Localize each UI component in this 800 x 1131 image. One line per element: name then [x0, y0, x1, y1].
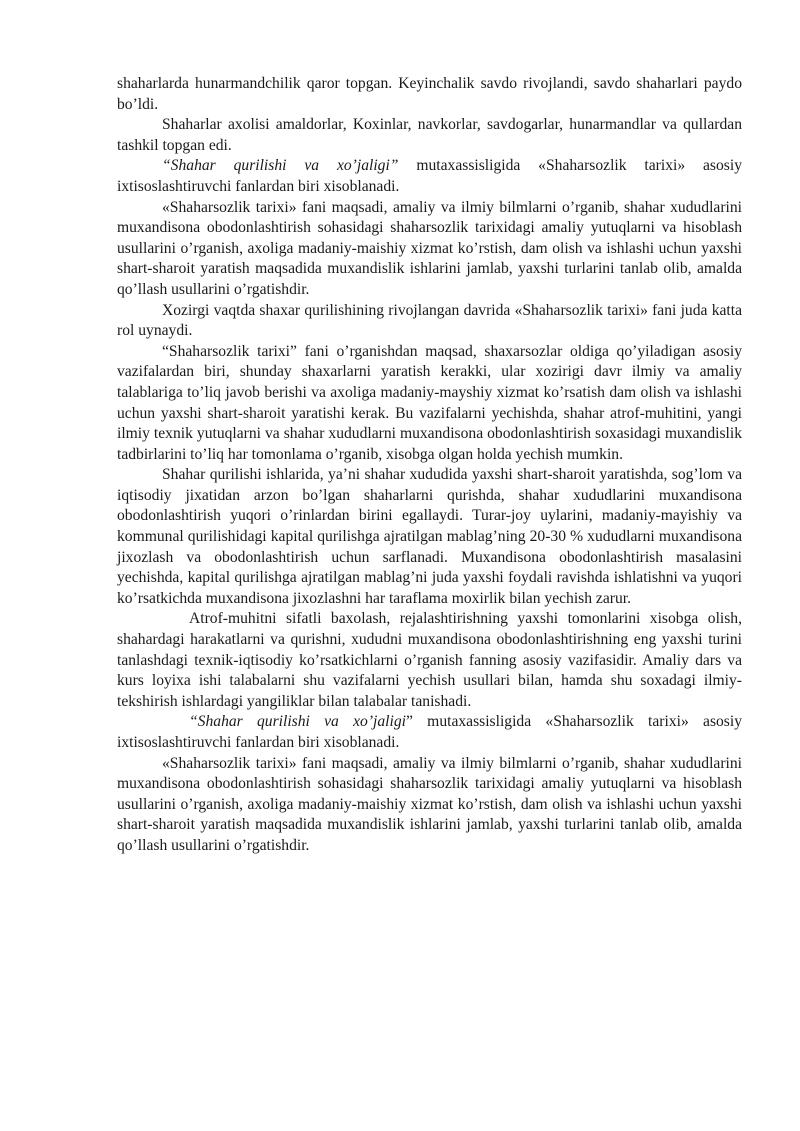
paragraph-3	[117, 156, 742, 197]
document-page	[117, 74, 742, 857]
specialty-name-italic-2: “Shahar qurilishi va xo’jaligi	[189, 713, 406, 731]
specialty-name-italic: “Shahar qurilishi va xo’jaligi”	[162, 157, 399, 175]
paragraph-9	[117, 712, 742, 753]
paragraph-7: Shahar qurilishi ishlarida, ya’ni shahar xududida yaxshi shart-sharoit yaratishda, sog’lom va iqtisodiy jixatidan arzon bo’lgan shaharlarni qurishda, shahar xududlarini muxandisona obodonlashtirish yuqori o’rinlardan birini egallaydi. Turar-joy uylarini, madaniy-mayishiy va kommunal qurilishidagi kapital qurilishga ajratilgan mablag’ning 20-30 % xududlarni muxandisona jixozlash va obodonlashtirish uchun sarflanadi. Muxandisona obodonlashtirish masalasini yechishda, kapital qurilishga ajratilgan mablag’ni juda yaxshi foydali ravishda ishlatishni va yuqori ko’rsatkichda muxandisona jixozlashni har taraflama moxirlik bilan yechish zarur.	[117, 466, 742, 607]
paragraph-3-text: mutaxassisligida «Shaharsozlik tarixi» asosiy ixtisoslashtiruvchi fanlardan biri xisoblanadi.	[117, 157, 742, 195]
paragraph-9-text: ” mutaxassisligida «Shaharsozlik tarixi» asosiy ixtisoslashtiruvchi fanlardan biri xisoblanadi.	[117, 713, 743, 751]
paragraph-6: “Shaharsozlik tarixi” fani o’rganishdan maqsad, shaxarsozlar oldiga qo’yiladigan asosiy vazifalardan biri, shunday shaxarlarni yaratish kerakki, ular xozirigi davr ilmiy va amaliy talablariga to’liq javob berishi va axoliga madaniy-mayshiy xizmat ko’rsatish dam olish va ishlashi uchun yaxshi shart-sharoit yaratishi kerak. Bu vazifalarni yechishda, shahar atrof-muhitini, yangi ilmiy texnik yutuqlarni va shahar xududlarni muxandisona obodonlashtirish soxasidagi muxandislik tadbirlarini to’liq har tomonlama o’rganib, xisobga olgan holda yechish mumkin.	[117, 342, 742, 463]
paragraph-2: Shaharlar axolisi amaldorlar, Koxinlar, navkorlar, savdogarlar, hunarmandlar va qullardan tashkil topgan edi.	[117, 116, 742, 154]
paragraph-4: «Shaharsozlik tarixi» fani maqsadi, amaliy va ilmiy bilmlarni o’rganib, shahar xududlarini muxandisona obodonlashtirish sohasidagi shaharsozlik tarixidagi amaliy yutuqlarni va hisoblash usullarini o’rganish, axoliga madaniy-maishiy xizmat ko’rstish, dam olish va ishlashi uchun yaxshi shart-sharoit yaratish maqsadida muxandislik ishlarini jamlab, yaxshi turlarini tanlab olib, amalda qo’llash usullarini o’rgatishdir.	[117, 198, 742, 298]
paragraph-1: shaharlarda hunarmandchilik qaror topgan. Keyinchalik savdo rivojlandi, savdo shaharlari paydo bo’ldi.	[117, 75, 742, 113]
paragraph-5: Xozirgi vaqtda shaxar qurilishining rivojlangan davrida «Shaharsozlik tarixi» fani juda katta rol uynaydi.	[117, 301, 742, 340]
paragraph-10: «Shaharsozlik tarixi» fani maqsadi, amaliy va ilmiy bilmlarni o’rganib, shahar xududlarini muxandisona obodonlashtirish sohasidagi shaharsozlik tarixidagi amaliy yutuqlarni va hisoblash usullarini o’rganish, axoliga madaniy-maishiy xizmat ko’rstish, dam olish va ishlashi uchun yaxshi shart-sharoit yaratish maqsadida muxandislik ishlarini jamlab, yaxshi turlarini tanlab olib, amalda qo’llash usullarini o’rgatishdir.	[117, 754, 742, 854]
paragraph-8: Atrof-muhitni sifatli baxolash, rejalashtirishning yaxshi tomonlarini xisobga olish, shahardagi harakatlarni va qurishni, xududni muxandisona obodonlashtirishning eng yaxshi turini tanlashdagi texnik-iqtisodiy ko’rsatkichlarni o’rganish fanning asosiy vazifasidir. Amaliy dars va kurs loyixa ishi talabalarni shu vazifalarni yechish usullari bilan, hamda shu soxadagi ilmiy-tekshirish ishlardagi yangiliklar bilan talabalar tanishadi.	[117, 610, 742, 710]
